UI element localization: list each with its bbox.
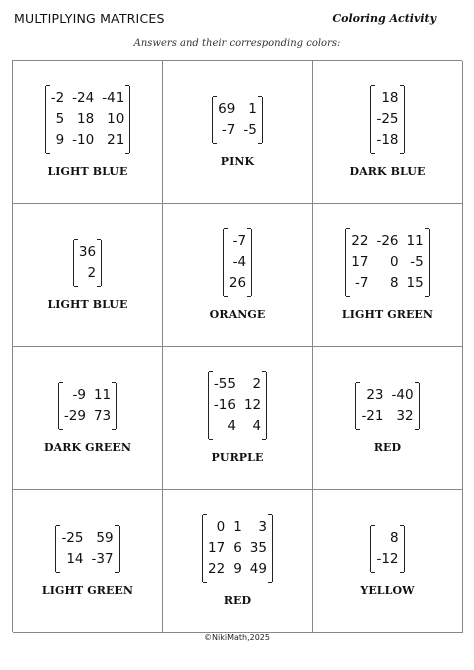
matrix-entry: -16 [213,397,236,413]
matrix-entry: -18 [376,132,399,148]
matrix-entry: 11 [93,386,112,403]
answer-matrix [223,229,252,296]
matrix-entry: -29 [63,407,86,424]
matrix-entry: 8 [389,275,399,291]
matrix-entry: -37 [91,550,114,567]
answer-cell [313,490,463,633]
matrix-entry: 5 [55,111,65,127]
matrix-entry: -7 [221,121,236,138]
matrix-entry: 2 [87,264,97,281]
matrix-entry: 36 [78,243,97,260]
matrix-entry: 9 [233,561,242,577]
matrix-entry: 32 [396,407,414,424]
answer-matrix [355,383,419,429]
answer-matrix [212,97,263,143]
answer-cell [163,204,313,347]
matrix-entry: -4 [232,254,247,270]
matrix-entry: 8 [389,529,399,546]
matrix-entry: -26 [376,233,399,249]
matrix-entry: 18 [381,90,399,106]
matrix-entry: -9 [72,386,86,403]
matrix-entry: 14 [66,550,84,567]
answer-matrix [370,86,404,153]
answer-cell [313,347,463,490]
answer-cell [163,61,313,204]
color-label: DARK BLUE [349,165,426,178]
matrix-entry: -7 [355,275,369,291]
matrix-entry: 22 [208,561,226,577]
color-label: LIGHT GREEN [41,583,134,597]
matrix-entry: 2 [252,376,262,392]
answer-matrix [202,515,273,582]
color-label: DARK GREEN [44,440,131,454]
answer-cell [13,490,163,633]
color-label: LIGHT GREEN [341,308,434,321]
answer-cell [13,61,163,204]
matrix-entry: -21 [361,407,384,424]
answer-matrix [58,383,117,429]
matrix-entry: 35 [249,540,267,556]
matrix-entry: -55 [213,376,236,392]
answer-matrix [345,229,429,296]
matrix-entry: 11 [406,233,424,249]
matrix-entry: 23 [366,386,384,403]
color-label: PINK [220,154,255,168]
copyright-footer: ©NikiMath,2025 [204,633,270,642]
matrix-entry: -12 [376,550,399,567]
answer-matrix [55,526,119,572]
matrix-entry: 17 [208,540,226,556]
activity-label: Coloring Activity [332,12,436,25]
matrix-entry: 0 [389,254,399,270]
matrix-entry: 17 [351,254,369,270]
matrix-entry: 10 [107,111,125,127]
matrix-entry: -25 [376,111,399,127]
answer-cell [313,61,463,204]
matrix-entry: 4 [252,418,262,434]
matrix-entry: -7 [232,233,247,249]
matrix-entry: -10 [72,132,95,148]
matrix-entry: 0 [216,519,226,535]
answer-grid [12,60,462,632]
matrix-entry: 73 [93,407,112,424]
matrix-entry: 9 [55,132,65,148]
matrix-entry: 1 [248,100,257,117]
matrix-entry: -2 [50,90,65,106]
color-label: LIGHT BLUE [47,165,128,178]
color-label: ORANGE [209,308,266,321]
answer-cell [313,204,463,347]
matrix-entry: 26 [228,275,247,291]
matrix-entry: 3 [258,519,267,535]
color-label: LIGHT BLUE [47,297,128,311]
color-label: RED [373,440,402,454]
matrix-entry: 4 [227,418,236,434]
matrix-entry: 1 [233,519,242,535]
answer-matrix [73,240,102,286]
matrix-entry: 6 [233,540,242,556]
answer-matrix [45,86,131,153]
matrix-entry: -40 [391,386,414,403]
matrix-entry: 15 [406,275,424,291]
answer-matrix [370,526,404,572]
matrix-entry: -24 [72,90,95,106]
matrix-entry: -5 [410,254,424,270]
matrix-entry: 22 [351,233,369,249]
matrix-entry: 18 [77,111,95,127]
answer-cell [163,347,313,490]
color-label: YELLOW [360,583,415,597]
instructions-subtitle: Answers and their corresponding colors: [133,38,341,49]
answer-cell [13,347,163,490]
matrix-entry: -25 [61,529,84,546]
matrix-entry: 69 [218,100,236,117]
answer-matrix [208,372,267,439]
matrix-entry: 59 [96,529,114,546]
matrix-entry: 12 [243,397,262,413]
color-label: PURPLE [211,451,264,464]
matrix-entry: -41 [102,90,125,106]
color-label: RED [223,594,252,607]
matrix-entry: 49 [249,561,267,577]
matrix-entry: -5 [243,121,257,138]
answer-cell [13,204,163,347]
matrix-entry: 21 [107,132,125,148]
worksheet-title: MULTIPLYING MATRICES [14,11,165,26]
answer-cell [163,490,313,633]
